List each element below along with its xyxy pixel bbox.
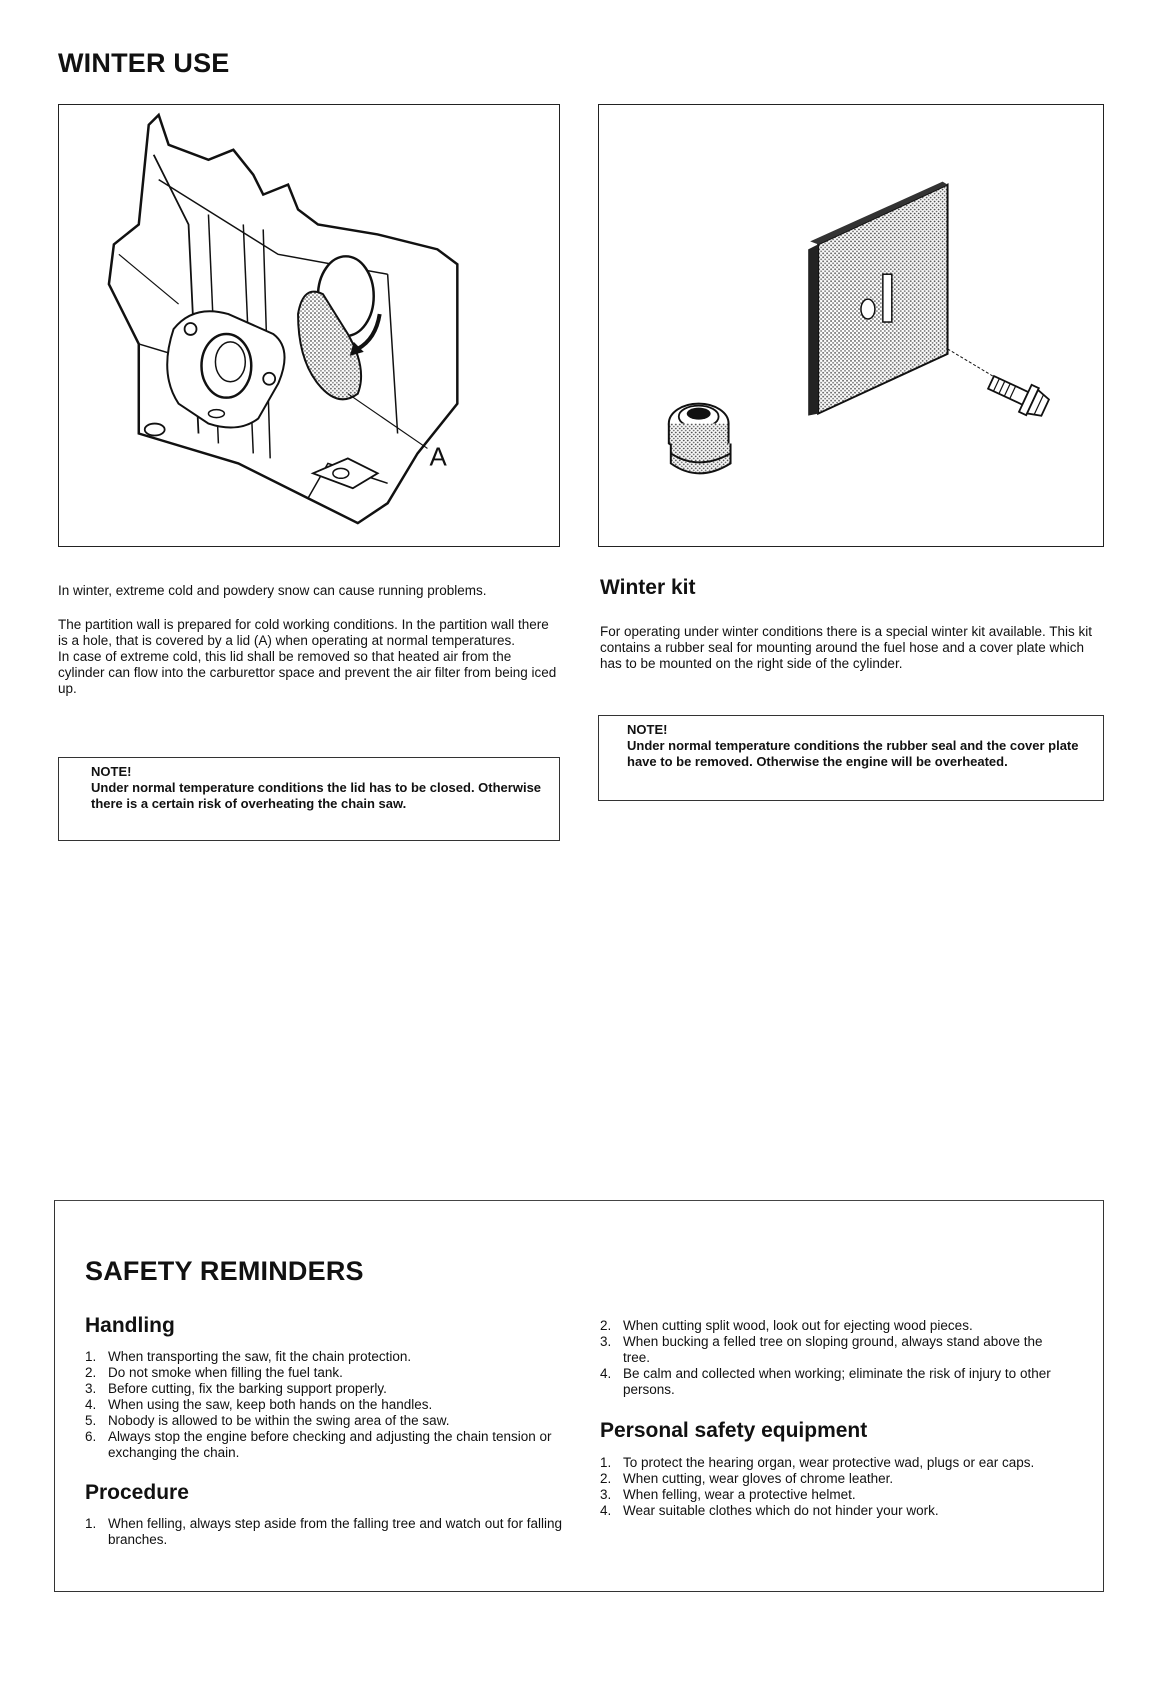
list-item: [600, 1366, 1070, 1398]
list-item: [85, 1365, 555, 1381]
procedure-list-left: [85, 1516, 585, 1548]
list-item-number: 2.: [600, 1471, 612, 1486]
list-item-number: 1.: [600, 1455, 612, 1470]
kit-note-text: Under normal temperature conditions the rubber seal and the cover plate have to be removed. Otherwise the engine will be overheated.: [627, 738, 1079, 769]
list-item: [600, 1318, 1070, 1334]
list-item-number: 3.: [600, 1487, 612, 1502]
list-item-number: 2.: [600, 1318, 612, 1333]
list-item-text: When transporting the saw, fit the chain protection.: [108, 1349, 412, 1364]
equipment-list: [600, 1455, 1070, 1519]
list-item-number: 4.: [600, 1503, 612, 1518]
list-item-text: When cutting split wood, look out for ejecting wood pieces.: [623, 1318, 973, 1333]
lid-label: A: [429, 443, 447, 472]
note-text: Under normal temperature conditions the lid has to be closed. Otherwise there is a certain risk of overheating the chain saw.: [91, 780, 542, 811]
page-title: WINTER USE: [58, 48, 230, 78]
list-item-text: Before cutting, fix the barking support properly.: [108, 1381, 387, 1396]
list-item-number: 6.: [85, 1429, 97, 1444]
winter-kit-heading: Winter kit: [600, 576, 696, 599]
winter-note-box: [58, 757, 560, 841]
list-item-text: Do not smoke when filling the fuel tank.: [108, 1365, 343, 1380]
winter-kit-para: For operating under winter conditions there is a special winter kit available. This kit contains a rubber seal for mounting around the fuel hose and a cover plate which has to be mounted on the right side of the cylinder.: [600, 624, 1092, 671]
kit-note-heading: NOTE!: [627, 722, 668, 737]
list-item-text: Be calm and collected when working; eliminate the risk of injury to other persons.: [623, 1366, 1051, 1397]
rubber-seal-drawing: [669, 404, 731, 474]
winter-para-1: In winter, extreme cold and powdery snow can cause running problems.: [58, 583, 487, 598]
list-item-number: 4.: [600, 1366, 612, 1381]
list-item: [85, 1349, 555, 1365]
partition-wall-figure: [58, 104, 560, 547]
list-item-text: When cutting, wear gloves of chrome leather.: [623, 1471, 894, 1486]
winter-intro-text: [58, 583, 560, 697]
list-item-number: 3.: [85, 1381, 97, 1396]
list-item-number: 5.: [85, 1413, 97, 1428]
winter-kit-note-box: [598, 715, 1104, 801]
partition-wall-drawing: [59, 105, 559, 546]
list-item: [600, 1334, 1070, 1366]
list-item: [85, 1413, 555, 1429]
equipment-heading: Personal safety equipment: [600, 1419, 868, 1442]
list-item-number: 1.: [85, 1516, 97, 1531]
winter-kit-figure: [598, 104, 1104, 547]
handling-list: [85, 1349, 555, 1461]
procedure-heading: Procedure: [85, 1481, 189, 1504]
list-item-text: Always stop the engine before checking and adjusting the chain tension or exchanging the chain.: [108, 1429, 552, 1460]
list-item-text: When felling, wear a protective helmet.: [623, 1487, 856, 1502]
list-item-text: When using the saw, keep both hands on the handles.: [108, 1397, 433, 1412]
list-item: [85, 1397, 555, 1413]
procedure-list-right: [600, 1318, 1070, 1398]
list-item-text: To protect the hearing organ, wear protective wad, plugs or ear caps.: [623, 1455, 1035, 1470]
list-item-number: 4.: [85, 1397, 97, 1412]
note-heading: NOTE!: [91, 764, 132, 779]
list-item-number: 2.: [85, 1365, 97, 1380]
list-item: [600, 1487, 1070, 1503]
list-item: [85, 1381, 555, 1397]
list-item: [85, 1516, 585, 1548]
list-item: [85, 1429, 555, 1461]
handling-heading: Handling: [85, 1314, 175, 1337]
winter-para-2: The partition wall is prepared for cold working conditions. In the partition wall there is a hole, that is covered by a lid (A) when operating at normal temperatures.: [58, 617, 549, 648]
winter-para-3: In case of extreme cold, this lid shall be removed so that heated air from the cylinder can flow into the carburettor space and prevent the air filter from being iced up.: [58, 649, 557, 696]
list-item-text: Wear suitable clothes which do not hinder your work.: [623, 1503, 939, 1518]
winter-kit-text: [600, 624, 1105, 672]
safety-title: SAFETY REMINDERS: [85, 1256, 364, 1286]
list-item-number: 1.: [85, 1349, 97, 1364]
list-item: [600, 1503, 1070, 1519]
safety-reminders-box: [54, 1200, 1104, 1592]
winter-kit-drawing: [599, 105, 1103, 546]
list-item-text: Nobody is allowed to be within the swing area of the saw.: [108, 1413, 450, 1428]
list-item: [600, 1455, 1070, 1471]
list-item-number: 3.: [600, 1334, 612, 1349]
list-item: [600, 1471, 1070, 1487]
list-item-text: When felling, always step aside from the falling tree and watch out for falling branches.: [108, 1516, 562, 1547]
list-item-text: When bucking a felled tree on sloping ground, always stand above the tree.: [623, 1334, 1043, 1365]
